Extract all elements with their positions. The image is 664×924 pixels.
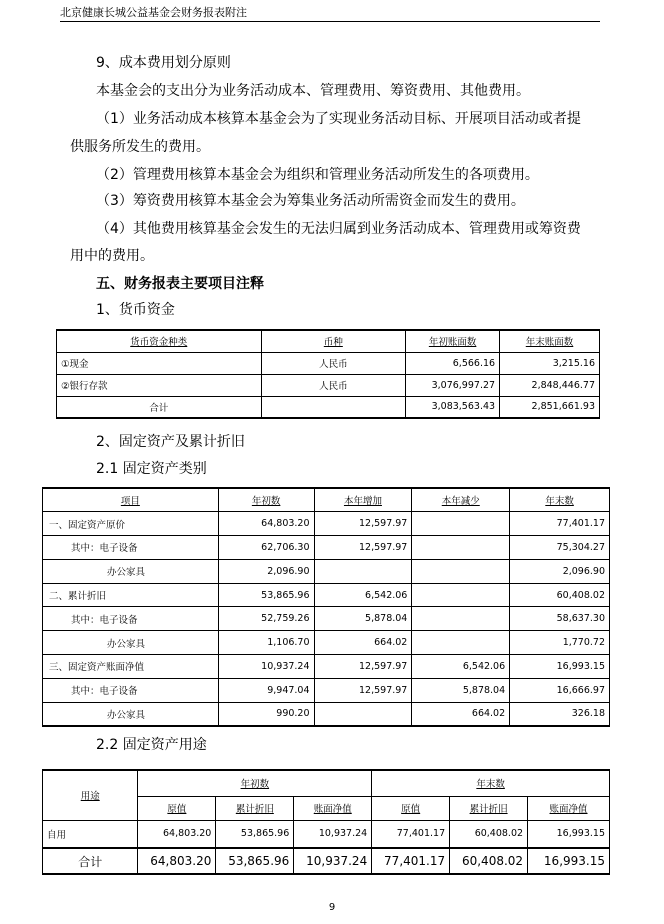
table-cell: 6,566.16 — [406, 352, 500, 374]
table-cell: 其中：电子设备 — [43, 536, 219, 560]
cost-principle-heading: 9、成本费用划分原则 — [96, 55, 231, 71]
table-cell: 10,937.24 — [294, 848, 372, 874]
table-row — [43, 583, 610, 607]
table-row — [43, 559, 610, 583]
fixed-asset-table — [42, 487, 610, 727]
table-cell: 10,937.24 — [218, 655, 314, 679]
table-header-row — [43, 488, 610, 512]
subsection-heading: 2.2 固定资产用途 — [96, 737, 207, 753]
section-heading: 五、财务报表主要项目注释 — [96, 276, 264, 292]
table-cell — [412, 512, 510, 536]
table-cell: 办公家具 — [43, 631, 219, 655]
table-row — [43, 820, 610, 848]
table-header-cell: 账面净值 — [528, 796, 610, 820]
table-row — [43, 631, 610, 655]
table-cell: 3,076,997.27 — [406, 374, 500, 396]
table-cell: 77,401.17 — [372, 820, 450, 848]
table-cell: 9,947.04 — [218, 678, 314, 702]
table-cell: ①现金 — [57, 352, 262, 374]
table-cell: 人民币 — [261, 374, 406, 396]
paragraph: （3）筹资费用核算本基金会为筹集业务活动所需资金而发生的费用。 — [96, 193, 525, 209]
table-cell: 1,770.72 — [510, 631, 610, 655]
table-cell: 6,542.06 — [314, 583, 412, 607]
table-header-cell: 年末数 — [510, 488, 610, 512]
table-cell: 人民币 — [261, 352, 406, 374]
table-header-cell: 用途 — [43, 770, 138, 820]
table-cell: 5,878.04 — [412, 678, 510, 702]
table-cell: 16,993.15 — [510, 655, 610, 679]
paragraph: （1）业务活动成本核算本基金会为了实现业务活动目标、开展项目活动或者提 — [96, 111, 581, 127]
table-cell: 62,706.30 — [218, 536, 314, 560]
table-cell: 2,848,446.77 — [500, 374, 600, 396]
table-cell: 3,083,563.43 — [406, 396, 500, 418]
table-header-cell: 原值 — [138, 796, 216, 820]
table-cell: 64,803.20 — [218, 512, 314, 536]
table-cell: 664.02 — [412, 702, 510, 726]
table-header-cell: 货币资金种类 — [57, 330, 262, 352]
table-cell: 77,401.17 — [510, 512, 610, 536]
paragraph: 本基金会的支出分为业务活动成本、管理费用、筹资费用、其他费用。 — [96, 83, 530, 99]
table-cell: 12,597.97 — [314, 536, 412, 560]
table-header-cell: 原值 — [372, 796, 450, 820]
table-cell: 1,106.70 — [218, 631, 314, 655]
table-cell — [412, 631, 510, 655]
table-cell: 合计 — [43, 848, 138, 874]
table-cell: 办公家具 — [43, 702, 219, 726]
table-cell: 5,878.04 — [314, 607, 412, 631]
table-cell: 自用 — [43, 820, 138, 848]
table-row — [57, 352, 600, 374]
table-cell: 合计 — [57, 396, 262, 418]
paragraph: 用中的费用。 — [70, 248, 154, 264]
table-header-cell: 币种 — [261, 330, 406, 352]
table-header-cell: 年初数 — [138, 770, 372, 796]
table-cell: 12,597.97 — [314, 512, 412, 536]
page-header: 北京健康长城公益基金会财务报表附注 — [60, 6, 600, 22]
table-cell: 53,865.96 — [216, 820, 294, 848]
subsection-heading: 1、货币资金 — [96, 302, 175, 318]
table-cell: 10,937.24 — [294, 820, 372, 848]
table-cell: 12,597.97 — [314, 678, 412, 702]
table-header-row — [57, 330, 600, 352]
table-header-cell: 本年增加 — [314, 488, 412, 512]
table-cell: 53,865.96 — [216, 848, 294, 874]
table-cell: 75,304.27 — [510, 536, 610, 560]
table-cell: 其中：电子设备 — [43, 678, 219, 702]
table-header-cell: 累计折旧 — [216, 796, 294, 820]
table-total-row — [43, 848, 610, 874]
subsection-heading: 2.1 固定资产类别 — [96, 461, 207, 477]
table-row — [43, 607, 610, 631]
subsection-heading: 2、固定资产及累计折旧 — [96, 434, 245, 450]
table-row — [57, 374, 600, 396]
table-cell: 2,851,661.93 — [500, 396, 600, 418]
cash-table — [56, 329, 600, 419]
table-cell: 3,215.16 — [500, 352, 600, 374]
table-cell: 2,096.90 — [218, 559, 314, 583]
table-cell: 16,666.97 — [510, 678, 610, 702]
table-row — [43, 512, 610, 536]
table-cell — [412, 583, 510, 607]
table-cell: 16,993.15 — [528, 820, 610, 848]
table-cell — [261, 396, 406, 418]
table-header-cell: 累计折旧 — [450, 796, 528, 820]
table-header-cell: 本年减少 — [412, 488, 510, 512]
table-cell — [412, 536, 510, 560]
table-header-row — [43, 770, 610, 796]
paragraph: 供服务所发生的费用。 — [70, 139, 210, 155]
paragraph: （4）其他费用核算基金会发生的无法归属到业务活动成本、管理费用或筹资费 — [96, 221, 581, 237]
table-total-row — [57, 396, 600, 418]
table-cell: 58,637.30 — [510, 607, 610, 631]
table-cell: 77,401.17 — [372, 848, 450, 874]
table-cell — [412, 607, 510, 631]
table-cell: 其中：电子设备 — [43, 607, 219, 631]
table-cell — [314, 702, 412, 726]
table-cell: 2,096.90 — [510, 559, 610, 583]
table-cell: ②银行存款 — [57, 374, 262, 396]
paragraph: （2）管理费用核算本基金会为组织和管理业务活动所发生的各项费用。 — [96, 167, 539, 183]
table-cell — [314, 559, 412, 583]
table-header-cell: 年末账面数 — [500, 330, 600, 352]
table-row — [43, 702, 610, 726]
table-cell: 326.18 — [510, 702, 610, 726]
table-cell: 64,803.20 — [138, 820, 216, 848]
table-header-cell: 年初账面数 — [406, 330, 500, 352]
table-cell: 三、固定资产账面净值 — [43, 655, 219, 679]
table-cell: 60,408.02 — [450, 848, 528, 874]
table-header-cell: 年末数 — [372, 770, 610, 796]
table-cell: 6,542.06 — [412, 655, 510, 679]
table-cell: 二、累计折旧 — [43, 583, 219, 607]
table-cell: 60,408.02 — [510, 583, 610, 607]
table-header-cell: 账面净值 — [294, 796, 372, 820]
table-row — [43, 655, 610, 679]
table-header-cell: 年初数 — [218, 488, 314, 512]
table-cell: 办公家具 — [43, 559, 219, 583]
table-row — [43, 536, 610, 560]
table-row — [43, 678, 610, 702]
table-cell: 990.20 — [218, 702, 314, 726]
table-cell: 52,759.26 — [218, 607, 314, 631]
table-cell: 一、固定资产原价 — [43, 512, 219, 536]
table-cell: 16,993.15 — [528, 848, 610, 874]
table-cell: 53,865.96 — [218, 583, 314, 607]
table-cell: 12,597.97 — [314, 655, 412, 679]
table-cell: 664.02 — [314, 631, 412, 655]
page-number: 9 — [328, 902, 336, 913]
fixed-asset-use-table — [42, 769, 610, 875]
table-cell: 64,803.20 — [138, 848, 216, 874]
table-cell — [412, 559, 510, 583]
table-header-cell: 项目 — [43, 488, 219, 512]
table-cell: 60,408.02 — [450, 820, 528, 848]
